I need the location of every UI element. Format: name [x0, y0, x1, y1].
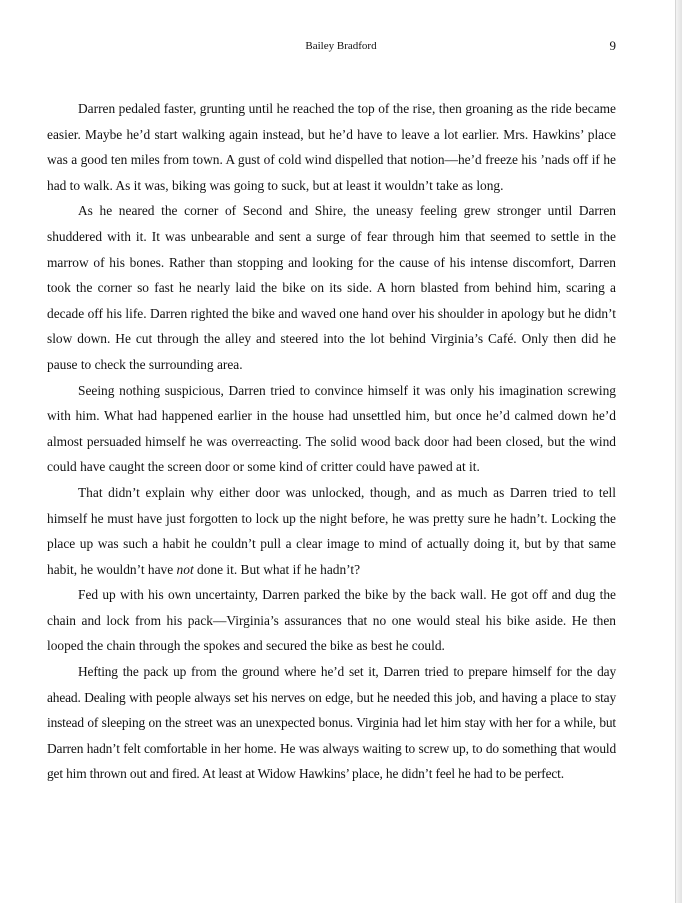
body-text: [47, 96, 616, 787]
paragraph: Seeing nothing suspicious, Darren tried to convince himself it was only his imagination screwing with him. What had happened earlier in the house had unsettled him, but once he’d calmed down he’d almost persuaded himself he was overreacting. The solid wood back door had been closed, but the wind could have caught the screen door or some kind of critter could have pawed at it.: [47, 382, 616, 475]
paragraph: [47, 480, 616, 582]
page-number: 9: [609, 38, 616, 53]
page-edge: [675, 0, 682, 903]
paragraph-text: That didn’t explain why either door was unlocked, though, and as much as Darren tried to tell himself he must have just forgotten to lock up the night before, he was pretty sure he hadn’t. Locking the place up was such a habit he couldn’t pull a clear image to mind of actually doing it, but by that same habit, he wouldn’t have: [47, 484, 616, 577]
paragraph: Darren pedaled faster, grunting until he reached the top of the rise, then groaning as the ride became easier. Maybe he’d start walking again instead, but he’d have to leave a lot earlier. Mrs. Hawkins’ place was a good ten miles from town. A gust of cold wind dispelled that notion—he’d freeze his ’nads off if he had to walk. As it was, biking was going to suck, but at least it wouldn’t take as long.: [47, 101, 616, 193]
paragraph: As he neared the corner of Second and Shire, the uneasy feeling grew stronger until Darren shuddered with it. It was unbearable and sent a surge of fear through him that seemed to settle in the marrow of his bones. Rather than stopping and looking for the cause of his intense discomfort, Darren took the corner so fast he nearly laid the bike on its side. A horn blasted from behind him, scaring a decade off his life. Darren righted the bike and waved one hand over his shoulder in apology but he didn’t slow down. He cut through the alley and steered into the lot behind Virginia’s Café. Only then did he pause to check the surrounding area.: [47, 203, 616, 372]
paragraph: Fed up with his own uncertainty, Darren parked the bike by the back wall. He got off and dug the chain and lock from his pack—Virginia’s assurances that no one would steal his bike aside. He then looped the chain through the spokes and secured the bike as best he could.: [47, 587, 616, 654]
emphasized-word: not: [176, 561, 194, 577]
paragraph: Hefting the pack up from the ground where he’d set it, Darren tried to prepare himself for the day ahead. Dealing with people always set his nerves on edge, but he needed this job, and having a place to stay instead of sleeping on the street was an unexpected bonus. Virginia had let him stay with her for a while, but Darren hadn’t felt comfortable in her home. He was always waiting to screw up, to do something that would get him thrown out and fired. At least at Widow Hawkins’ place, he didn’t feel he had to be perfect.: [47, 664, 616, 782]
paragraph-text: done it. But what if he hadn’t?: [193, 561, 361, 577]
running-header-author: Bailey Bradford: [305, 40, 377, 52]
